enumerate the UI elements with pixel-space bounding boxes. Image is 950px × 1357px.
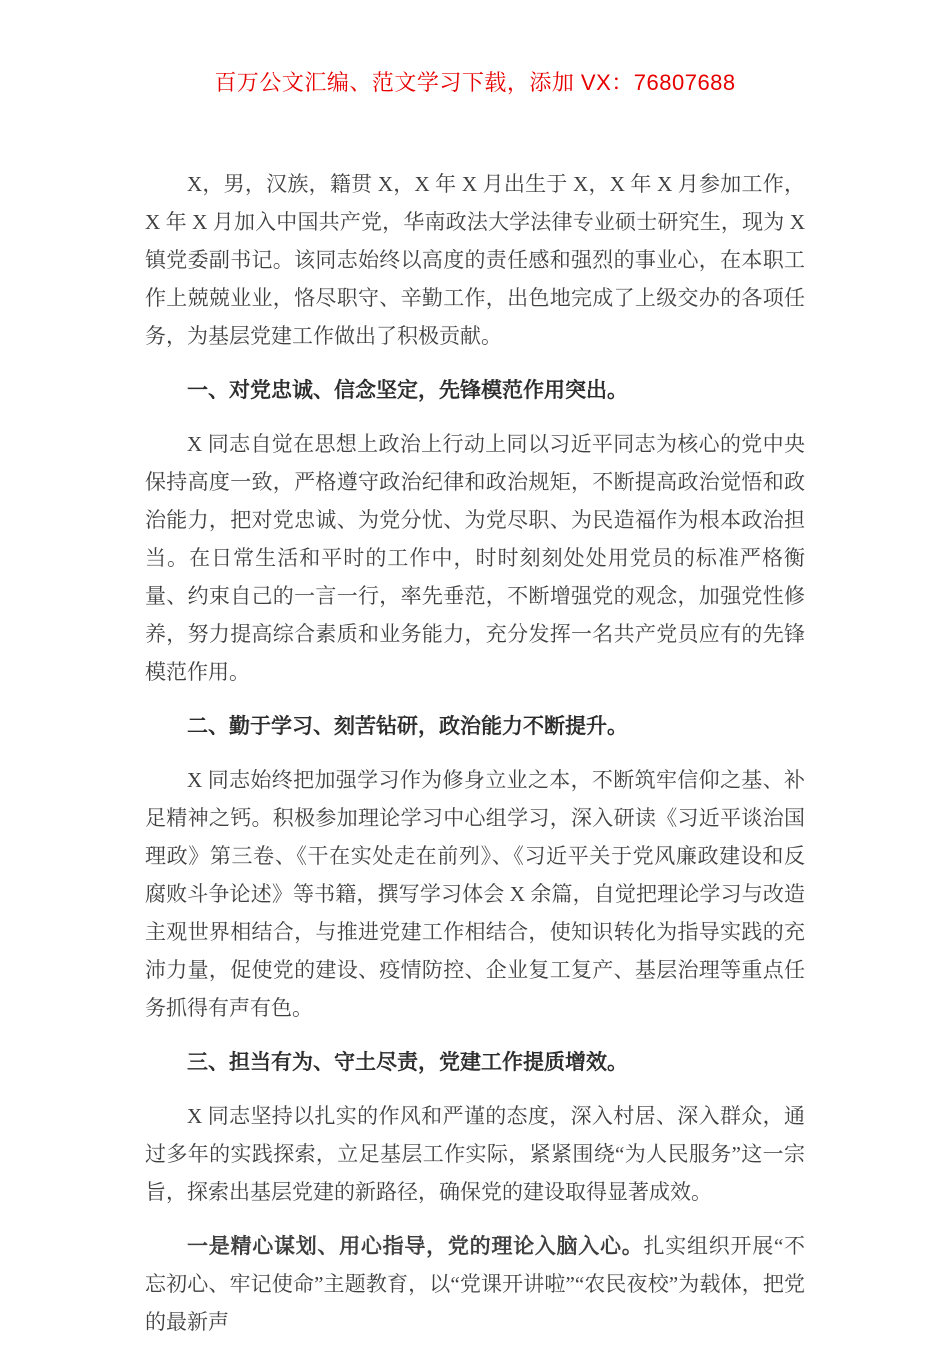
paragraph: X 同志自觉在思想上政治上行动上同以习近平同志为核心的党中央保持高度一致，严格遵守政治纪律和政治规矩，不断提高政治觉悟和政治能力，把对党忠诚、为党分忧、为党尽职、为民造福作为根本政治担当。在日常生活和平时的工作中，时时刻刻处处用党员的标准严格衡量、约束自己的一言一行，率先垂范，不断增强党的观念，加强党性修养，努力提高综合素质和业务能力，充分发挥一名共产党员应有的先锋模范作用。 (145, 432, 805, 684)
paragraph: 一是精心谋划、用心指导，党的理论入脑入心。扎实组织开展“不忘初心、牢记使命”主题教育，以“党课开讲啦”“农民夜校”为载体，把党的最新声 (145, 1234, 806, 1334)
section-heading: 二、勤于学习、刻苦钻研，政治能力不断提升。 (187, 714, 628, 738)
paragraph: X，男，汉族，籍贯 X，X 年 X 月出生于 X，X 年 X 月参加工作，X 年 X 月加入中国共产党，华南政法大学法律专业硕士研究生，现为 X 镇党委副书记。该同志始终以高度的责任感和强烈的事业心，在本职工作上兢兢业业，恪尽职守、辛勤工作，出色地完成了上级交办的各项任务，为基层党建工作做出了积极贡献。 (145, 172, 805, 348)
paragraph-lead-bold: 一是精心谋划、用心指导，党的理论入脑入心。 (187, 1234, 644, 1258)
watermark-header: 百万公文汇编、范文学习下载，添加 VX：76807688 (214, 70, 736, 95)
paragraph: X 同志始终把加强学习作为修身立业之本，不断筑牢信仰之基、补足精神之钙。积极参加理论学习中心组学习，深入研读《习近平谈治国理政》第三卷、《干在实处走在前列》、《习近平关于党风廉政建设和反腐败斗争论述》等书籍，撰写学习体会 X 余篇，自觉把理论学习与改造主观世界相结合，与推进党建工作相结合，使知识转化为指导实践的充沛力量，促使党的建设、疫情防控、企业复工复产、基层治理等重点任务抓得有声有色。 (145, 768, 805, 1020)
section-heading: 三、担当有为、守土尽责，党建工作提质增效。 (187, 1050, 628, 1074)
document-body (145, 165, 805, 1357)
section-heading: 一、对党忠诚、信念坚定，先锋模范作用突出。 (187, 378, 628, 402)
paragraph: X 同志坚持以扎实的作风和严谨的态度，深入村居、深入群众，通过多年的实践探索，立足基层工作实际，紧紧围绕“为人民服务”这一宗旨，探索出基层党建的新路径，确保党的建设取得显著成效。 (145, 1104, 805, 1204)
